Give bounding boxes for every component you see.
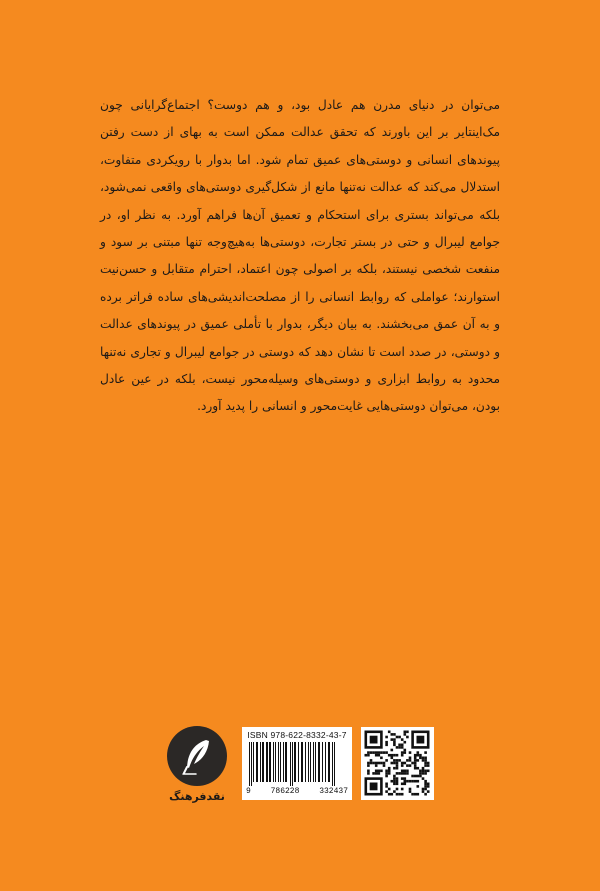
qr-module <box>427 764 430 767</box>
qr-module <box>375 770 378 773</box>
qr-module <box>409 788 412 791</box>
back-cover-blurb: می‌توان در دنیای مدرن هم عادل بود، و هم دوست؟ اجتماع‌گرایانی چون مک‌اینتایر بر این باورند که تحقق عدالت ممکن است به بهای از دست رفتن پیوندهای انسانی و دوستی‌های عمیق تمام شود. اما بدوار با رویکردی متفاوت، استدلال می‌کند که عدالت نه‌تنها مانع از شکل‌گیری دوستی‌های واقعی نمی‌شود، بلکه می‌تواند بستری برای استحکام و تعمیق آن‌ها فراهم آورد. به نظر او، در جوامع لیبرال و حتی در بستر تجارت، دوستی‌ها به‌هیچ‌وجه تنها مبتنی بر سود و منفعت شخصی نیستند، بلکه بر اصولی چون اعتماد، احترام متقابل و حسن‌نیت استوارند؛ عواملی که روابط انسانی را از مصلحت‌اندیشی‌های ساده فراتر برده و به آن عمق می‌بخشند. به بیان دیگر، بدوار با تأملی عمیق در پیوندهای عدالت و دوستی، در صدد است تا نشان دهد که دوستی در جوامع لیبرال و تجاری نه‌تنها محدود به روابط ابزاری و دوستی‌های وسیله‌محور نیست، بلکه در عین عادل بودن، می‌توان دوستی‌هایی غایت‌محور و انسانی را پدید آورد. <box>100 98 500 414</box>
qr-module <box>422 759 425 762</box>
qr-module <box>401 770 404 773</box>
barcode-bar <box>308 742 309 782</box>
qr-module <box>422 788 425 791</box>
qr-module <box>391 738 394 741</box>
barcode-bar <box>266 742 268 782</box>
barcode-bar <box>283 742 284 782</box>
qr-module <box>424 793 427 796</box>
qr-module <box>393 744 396 747</box>
qr-module <box>424 751 427 754</box>
qr-module <box>419 772 422 775</box>
qr-module <box>411 780 414 783</box>
barcode-bar <box>269 742 271 782</box>
qr-module <box>414 775 417 778</box>
qr-module <box>419 770 422 773</box>
qr-module <box>385 741 388 744</box>
barcode-bar <box>332 742 333 786</box>
qr-module <box>414 764 417 767</box>
isbn-barcode <box>242 727 352 800</box>
qr-module <box>409 780 412 783</box>
qr-module <box>388 793 391 796</box>
qr-module <box>391 757 394 760</box>
qr-module <box>414 754 417 757</box>
qr-module <box>383 751 386 754</box>
qr-module <box>427 762 430 765</box>
qr-module <box>396 780 399 783</box>
qr-module <box>396 783 399 786</box>
barcode-bar <box>328 742 330 782</box>
qr-module <box>424 772 427 775</box>
qr-module <box>417 751 420 754</box>
qr-module <box>380 757 383 760</box>
qr-module <box>401 793 404 796</box>
qr-module <box>404 780 407 783</box>
qr-module <box>378 754 381 757</box>
barcode-digits-right: 332437 <box>319 787 348 796</box>
qr-module <box>427 770 430 773</box>
qr-module <box>422 757 425 760</box>
barcode-bar <box>273 742 274 782</box>
qr-module <box>380 770 383 773</box>
qr-code-graphic <box>361 727 434 800</box>
qr-module <box>419 754 422 757</box>
qr-module <box>391 780 394 783</box>
qr-module <box>417 759 420 762</box>
qr-module <box>422 770 425 773</box>
qr-module <box>388 767 391 770</box>
qr-module <box>396 762 399 765</box>
qr-module <box>411 762 414 765</box>
qr-module <box>372 772 375 775</box>
qr-module <box>393 790 396 793</box>
qr-module <box>396 746 399 749</box>
barcode-bar <box>251 742 252 786</box>
qr-module <box>419 757 422 760</box>
qr-module <box>375 764 378 767</box>
qr-module <box>385 783 388 786</box>
qr-module <box>396 772 399 775</box>
qr-module <box>406 770 409 773</box>
qr-module <box>417 754 420 757</box>
barcode-digits-left: 786228 <box>270 787 300 796</box>
qr-module <box>414 793 417 796</box>
qr-module <box>388 788 391 791</box>
qr-module <box>396 736 399 739</box>
qr-module <box>404 733 407 736</box>
qr-module <box>401 772 404 775</box>
qr-module <box>396 777 399 780</box>
barcode-bar <box>285 742 287 782</box>
qr-module <box>375 754 378 757</box>
qr-module <box>398 736 401 739</box>
qr-module <box>367 764 370 767</box>
qr-module <box>378 751 381 754</box>
barcode-digits <box>246 787 348 796</box>
qr-module <box>401 754 404 757</box>
qr-module <box>385 775 388 778</box>
barcode-bar <box>292 742 293 786</box>
qr-module <box>424 770 427 773</box>
qr-module <box>401 777 404 780</box>
qr-module <box>393 783 396 786</box>
qr-module <box>424 785 427 788</box>
qr-module <box>393 741 396 744</box>
qr-module <box>367 770 370 773</box>
qr-module <box>367 772 370 775</box>
qr-module <box>409 751 412 754</box>
qr-module <box>378 762 381 765</box>
qr-module <box>401 738 404 741</box>
qr-module <box>393 777 396 780</box>
publisher-name: نقدفرهنگ <box>169 790 225 803</box>
qr-module <box>401 746 404 749</box>
qr-module <box>398 744 401 747</box>
qr-module <box>385 736 388 739</box>
qr-module <box>409 790 412 793</box>
qr-module <box>427 785 430 788</box>
qr-module <box>406 772 409 775</box>
barcode-bar <box>290 742 291 786</box>
qr-module <box>396 764 399 767</box>
qr-module <box>378 770 381 773</box>
qr-module <box>422 777 425 780</box>
qr-module <box>375 772 378 775</box>
qr-module <box>417 767 420 770</box>
qr-module <box>404 783 407 786</box>
qr-module <box>401 783 404 786</box>
qr-module <box>404 731 407 734</box>
qr-module <box>375 762 378 765</box>
barcode-bar <box>313 742 314 782</box>
qr-module <box>414 780 417 783</box>
isbn-label: ISBN 978-622-8332-43-7 <box>247 730 347 740</box>
qr-module <box>404 772 407 775</box>
qr-module <box>393 754 396 757</box>
qr-module <box>401 751 404 754</box>
barcode-bar <box>262 742 264 782</box>
qr-module <box>385 744 388 747</box>
qr-module <box>372 762 375 765</box>
qr-module <box>391 762 394 765</box>
barcode-bar <box>249 742 250 786</box>
barcode-bar <box>310 742 311 782</box>
qr-module <box>388 770 391 773</box>
qr-module <box>393 759 396 762</box>
qr-module <box>370 759 373 762</box>
barcode-bars <box>246 742 348 786</box>
qr-module <box>383 762 386 765</box>
qr-module <box>401 744 404 747</box>
qr-module <box>427 783 430 786</box>
qr-module <box>404 741 407 744</box>
qr-module <box>396 759 399 762</box>
qr-module <box>391 754 394 757</box>
barcode-bar <box>334 742 335 786</box>
qr-module <box>404 777 407 780</box>
qr-module <box>419 775 422 778</box>
qr-module <box>424 788 427 791</box>
barcode-bar <box>253 742 254 782</box>
qr-module <box>411 775 414 778</box>
qr-module <box>422 772 425 775</box>
qr-module <box>398 772 401 775</box>
qr-module <box>424 780 427 783</box>
qr-module <box>396 788 399 791</box>
barcode-bar <box>322 742 323 782</box>
qr-module <box>393 738 396 741</box>
qr-module <box>398 793 401 796</box>
qr-module <box>380 751 383 754</box>
qr-module <box>370 736 378 744</box>
barcode-bar <box>305 742 306 782</box>
qr-module <box>372 751 375 754</box>
qr-module <box>367 751 370 754</box>
qr-module <box>424 762 427 765</box>
qr-module <box>370 762 373 765</box>
qr-module <box>404 749 407 752</box>
qr-module <box>427 790 430 793</box>
qr-module <box>380 762 383 765</box>
qr-module <box>370 783 378 791</box>
qr-module <box>409 757 412 760</box>
qr-module <box>417 775 420 778</box>
qr-module <box>406 764 409 767</box>
qr-module <box>393 780 396 783</box>
qr-module <box>414 757 417 760</box>
qr-module <box>388 772 391 775</box>
qr-module <box>414 759 417 762</box>
publisher-logo <box>160 726 234 803</box>
qr-module <box>417 793 420 796</box>
qr-module <box>414 767 417 770</box>
barcode-bar <box>298 742 299 782</box>
qr-module <box>401 788 404 791</box>
qr-module <box>406 736 409 739</box>
qr-module <box>367 754 370 757</box>
qr-module <box>404 751 407 754</box>
qr-module <box>406 731 409 734</box>
qr-module <box>385 759 388 762</box>
qr-module <box>391 749 394 752</box>
qr-module <box>388 754 391 757</box>
qr-module <box>385 790 388 793</box>
barcode-bar <box>278 742 279 782</box>
qr-module <box>401 764 404 767</box>
qr-module <box>385 770 388 773</box>
qr-module <box>414 762 417 765</box>
qr-module <box>393 733 396 736</box>
qr-module <box>375 751 378 754</box>
qr-module <box>385 785 388 788</box>
qr-module <box>370 751 373 754</box>
qr-module <box>367 762 370 765</box>
qr-module <box>411 793 414 796</box>
qr-module <box>391 733 394 736</box>
qr-module <box>385 772 388 775</box>
qr-module <box>406 780 409 783</box>
barcode-bar <box>260 742 261 782</box>
barcode-bar <box>256 742 258 782</box>
qr-module <box>424 764 427 767</box>
barcode-bar <box>275 742 276 782</box>
qr-module <box>417 780 420 783</box>
qr-module <box>391 793 394 796</box>
barcode-bar <box>315 742 316 782</box>
qr-module <box>383 764 386 767</box>
qr-module <box>409 764 412 767</box>
qr-module <box>424 783 427 786</box>
qr-module <box>424 757 427 760</box>
qr-module <box>422 767 425 770</box>
qr-module <box>385 751 388 754</box>
qr-module <box>398 759 401 762</box>
qr-module <box>417 736 425 744</box>
qr-module <box>393 767 396 770</box>
qr-module <box>417 785 420 788</box>
qr-module <box>424 759 427 762</box>
qr-module <box>365 754 368 757</box>
barcode-bar <box>280 742 281 782</box>
qr-module <box>396 767 399 770</box>
qr-module <box>401 762 404 765</box>
qr-module <box>393 775 396 778</box>
qr-module <box>404 762 407 765</box>
barcode-bar <box>318 742 320 782</box>
qr-module <box>388 731 391 734</box>
qr-module <box>396 793 399 796</box>
qr-module <box>409 759 412 762</box>
qr-module <box>398 746 401 749</box>
barcode-bar <box>325 742 326 782</box>
qr-code-icon <box>361 727 434 800</box>
qr-module <box>396 754 399 757</box>
qr-module <box>404 770 407 773</box>
quill-feather-icon <box>167 726 227 786</box>
barcode-bar <box>301 742 303 782</box>
qr-module <box>422 790 425 793</box>
barcode-digit-lead: 9 <box>246 787 251 796</box>
qr-module <box>378 772 381 775</box>
qr-module <box>406 759 409 762</box>
qr-module <box>393 762 396 765</box>
barcode-bar <box>294 742 296 782</box>
